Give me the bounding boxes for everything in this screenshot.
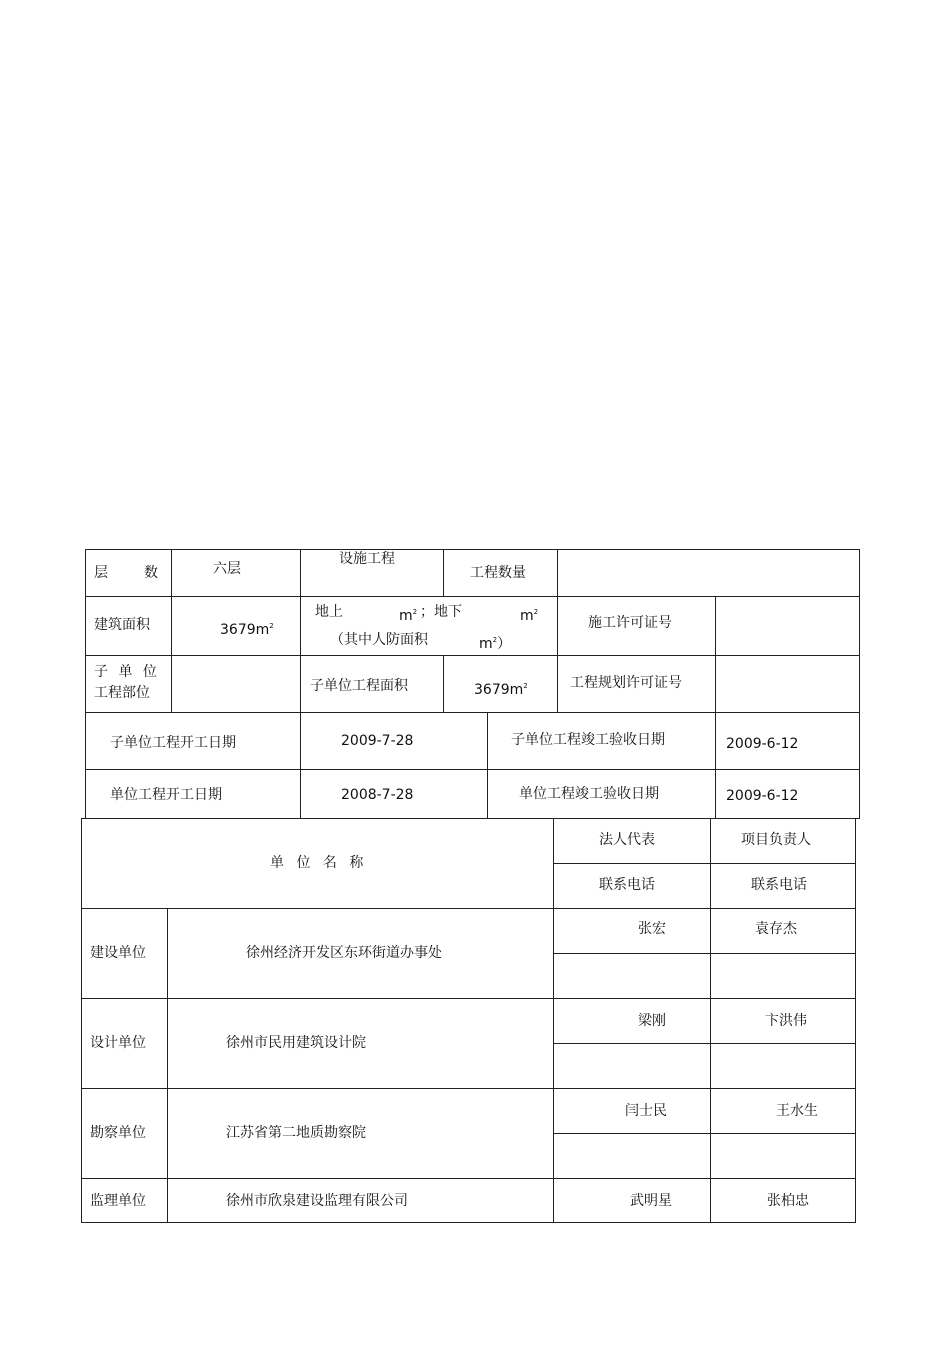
floors-label: 层 bbox=[94, 565, 108, 581]
row-survey-phone-cell-2 bbox=[710, 1133, 856, 1179]
floors-label-2: 数 bbox=[144, 565, 158, 581]
below-ground-unit: $m^2$ bbox=[520, 608, 539, 624]
row-design-phone-cell-1 bbox=[553, 1043, 711, 1089]
facilities-label: 设施工程 bbox=[339, 551, 395, 567]
legal-rep-header: 法人代表 bbox=[599, 832, 655, 848]
sub-start-value: 2009-7-28 bbox=[341, 733, 414, 749]
sub-area-value: $3679m^2$ bbox=[474, 682, 528, 698]
row-design-role: 设计单位 bbox=[90, 1035, 146, 1051]
sub-unit-label-1: 子 单 位 bbox=[94, 664, 160, 680]
planning-permit-value-cell bbox=[715, 655, 860, 713]
row-survey-name: 江苏省第二地质勘察院 bbox=[226, 1125, 366, 1141]
planning-permit-label: 工程规划许可证号 bbox=[570, 675, 682, 691]
sub-unit-value-cell bbox=[171, 655, 301, 713]
sub-unit-label-2: 工程部位 bbox=[94, 685, 150, 701]
area-label: 建筑面积 bbox=[94, 617, 150, 633]
row-supervision-role: 监理单位 bbox=[90, 1193, 146, 1209]
civil-defense-unit: $m^2$） bbox=[479, 636, 512, 652]
unit-start-label: 单位工程开工日期 bbox=[110, 787, 222, 803]
area-value: $3679m^2$ bbox=[220, 622, 274, 638]
above-ground-unit: $m^2$ bbox=[399, 608, 418, 624]
row-supervision-name: 徐州市欣泉建设监理有限公司 bbox=[226, 1193, 408, 1209]
row-design-legal-cell bbox=[553, 998, 711, 1044]
permit-value-cell bbox=[715, 596, 860, 656]
row-design-legal: 梁刚 bbox=[638, 1013, 666, 1029]
row-survey-legal: 闫士民 bbox=[625, 1103, 667, 1119]
row-survey-phone-cell-1 bbox=[553, 1133, 711, 1179]
phone-header-2: 联系电话 bbox=[751, 877, 807, 893]
row-construction-role: 建设单位 bbox=[90, 945, 146, 961]
row-design-name: 徐州市民用建筑设计院 bbox=[226, 1035, 366, 1051]
row-design-phone-cell-2 bbox=[710, 1043, 856, 1089]
sub-start-label: 子单位工程开工日期 bbox=[110, 735, 236, 751]
row-construction-legal-cell bbox=[553, 908, 711, 954]
row-construction-name: 徐州经济开发区东环街道办事处 bbox=[246, 945, 442, 961]
above-ground-label: 地上 bbox=[315, 604, 343, 620]
sub-completion-value: 2009-6-12 bbox=[726, 736, 799, 752]
project-lead-header: 项目负责人 bbox=[741, 832, 811, 848]
quantity-value-cell bbox=[557, 549, 860, 597]
permit-label: 施工许可证号 bbox=[588, 615, 672, 631]
floors-value: 六层 bbox=[213, 561, 241, 577]
civil-defense-label: （其中人防面积 bbox=[330, 632, 428, 648]
row-survey-lead: 王水生 bbox=[776, 1103, 818, 1119]
quantity-label: 工程数量 bbox=[470, 565, 526, 581]
unit-completion-label: 单位工程竣工验收日期 bbox=[519, 786, 659, 802]
below-ground-label: ；地下 bbox=[420, 604, 462, 620]
sub-completion-label: 子单位工程竣工验收日期 bbox=[511, 732, 665, 748]
row-construction-lead: 袁存杰 bbox=[755, 921, 797, 937]
unit-completion-value: 2009-6-12 bbox=[726, 788, 799, 804]
row-construction-legal: 张宏 bbox=[638, 921, 666, 937]
sub-area-label: 子单位工程面积 bbox=[310, 678, 408, 694]
row-supervision-lead: 张柏忠 bbox=[767, 1193, 809, 1209]
row-supervision-legal: 武明星 bbox=[630, 1193, 672, 1209]
row-survey-role: 勘察单位 bbox=[90, 1125, 146, 1141]
phone-header-1: 联系电话 bbox=[599, 877, 655, 893]
unit-start-value: 2008-7-28 bbox=[341, 787, 414, 803]
row-design-lead: 卞洪伟 bbox=[765, 1013, 807, 1029]
row-construction-phone-cell-1 bbox=[553, 953, 711, 999]
unit-name-header: 单 位 名 称 bbox=[270, 855, 368, 871]
row-construction-phone-cell-2 bbox=[710, 953, 856, 999]
